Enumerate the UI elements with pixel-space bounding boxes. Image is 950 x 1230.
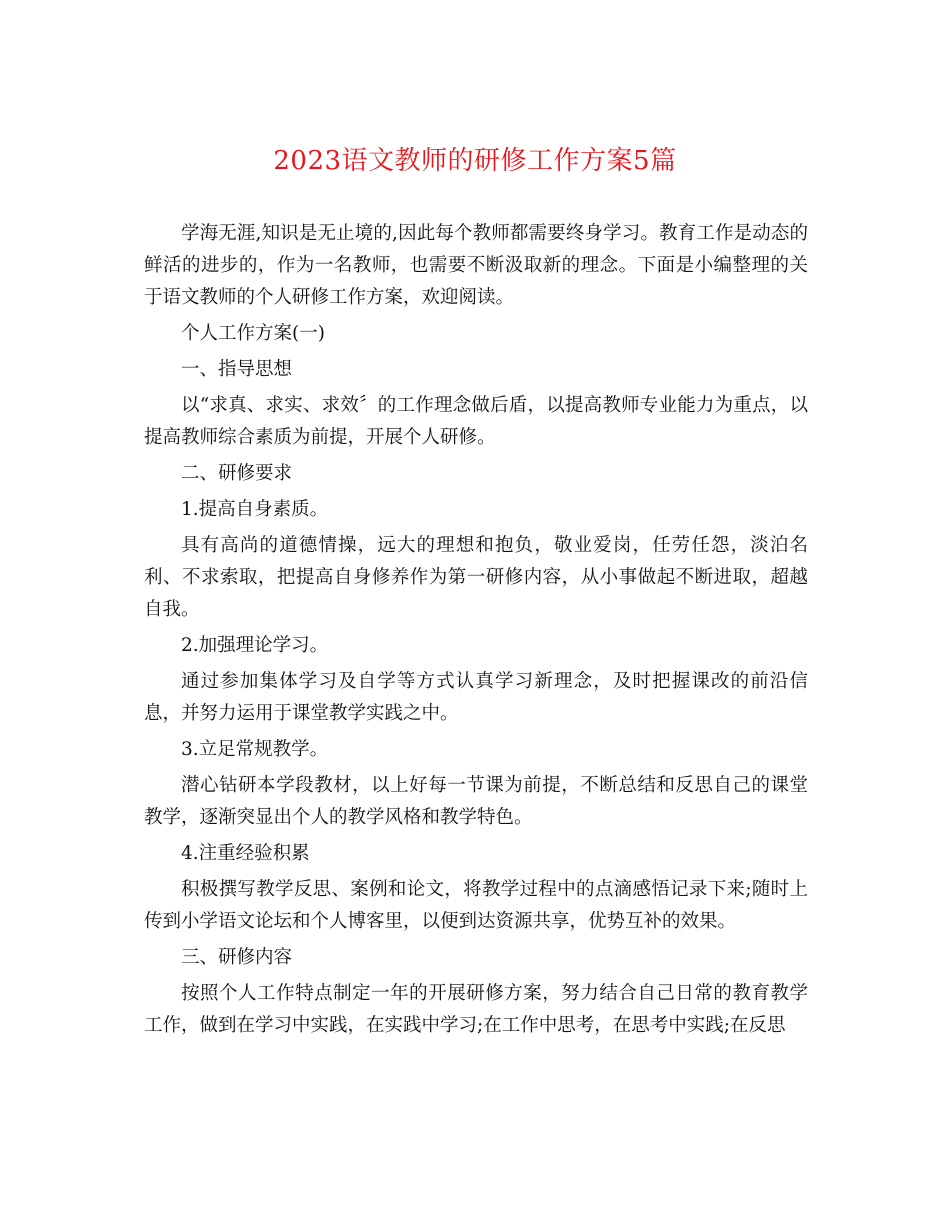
paragraph-item-3: 潜心钻研本学段教材，以上好每一节课为前提，不断总结和反思自己的课堂教学，逐渐突显出个人的教学风格和教学特色。	[144, 775, 808, 828]
paragraph-item-1: 具有高尚的道德情操，远大的理想和抱负，敬业爱岗，任劳任怨，淡泊名利、不求索取，把提高自身修养作为第一研修内容，从小事做起不断进取，超越自我。	[144, 535, 808, 620]
paragraph-item-4: 积极撰写教学反思、案例和论文，将教学过程中的点滴感悟记录下来;随时上传到小学语文论坛和个人博客里，以便到达资源共享，优势互补的效果。	[144, 879, 808, 932]
document-title: 2023语文教师的研修工作方案5篇	[273, 146, 677, 176]
section-heading-guiding-ideology: 一、指导思想	[181, 359, 293, 380]
item-heading-2: 2.加强理论学习。	[181, 635, 329, 656]
item-heading-1: 1.提高自身素质。	[181, 499, 329, 520]
paragraph-item-2: 通过参加集体学习及自学等方式认真学习新理念，及时把握课改的前沿信息，并努力运用于课堂教学实践之中。	[144, 671, 808, 724]
item-heading-4: 4.注重经验积累	[181, 843, 310, 864]
paragraph-guiding-ideology: 以“求真、求实、求效〞的工作理念做后盾，以提高教师专业能力为重点，以提高教师综合素质为前提，开展个人研修。	[144, 395, 808, 448]
paragraph-content: 按照个人工作特点制定一年的开展研修方案，努力结合自己日常的教育教学工作，做到在学习中实践，在实践中学习;在工作中思考，在思考中实践;在反思	[144, 983, 808, 1036]
document-body	[144, 218, 808, 1046]
section-heading-plan-1: 个人工作方案(一)	[181, 323, 325, 344]
paragraph-intro: 学海无涯,知识是无止境的,因此每个教师都需要终身学习。教育工作是动态的鲜活的进步的，作为一名教师，也需要不断汲取新的理念。下面是小编整理的关于语文教师的个人研修工作方案，欢迎阅读。	[144, 223, 808, 308]
section-heading-content: 三、研修内容	[181, 947, 293, 968]
section-heading-requirements: 二、研修要求	[181, 463, 293, 484]
item-heading-3: 3.立足常规教学。	[181, 739, 329, 760]
